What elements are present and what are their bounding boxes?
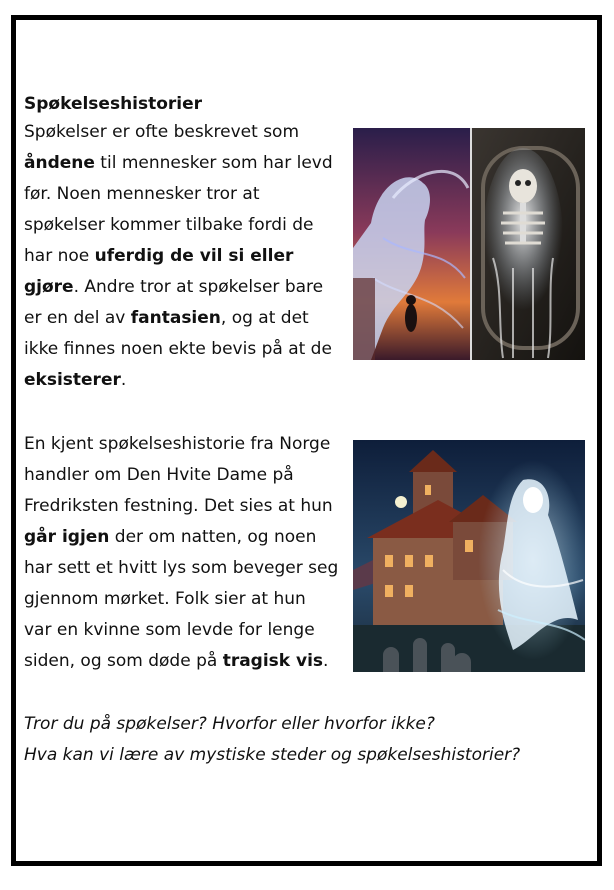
document-title: Spøkelseshistorier: [24, 94, 203, 114]
bold-term: tragisk vis: [222, 651, 324, 671]
bold-term: gjøre: [24, 277, 74, 297]
text: til mennesker som har levd: [94, 153, 333, 173]
castle-white-lady-illustration: [353, 440, 585, 672]
p1-line: [24, 272, 342, 303]
castle-ghost-icon: [353, 440, 585, 672]
paragraph-2: [24, 429, 349, 677]
text: har noe: [24, 246, 95, 266]
text: , og at det: [220, 308, 309, 328]
p1-line: [24, 365, 342, 396]
bold-term: åndene: [24, 153, 95, 173]
text: .: [120, 370, 127, 390]
ghost-skeleton-illustration: [353, 128, 585, 360]
bold-term: eksisterer: [24, 370, 121, 390]
bold-term: fantasien: [130, 308, 221, 328]
p1-line: spøkelser kommer tilbake fordi de: [24, 215, 314, 235]
p2-line: [24, 522, 349, 553]
paragraph-1: [24, 117, 342, 396]
p2-line: handler om Den Hvite Dame på: [24, 465, 294, 485]
bold-term: går igjen: [24, 527, 110, 547]
p2-line: [24, 646, 349, 677]
p1-line: [24, 241, 342, 272]
question-1: Tror du på spøkelser? Hvorfor eller hvorfor ikke?: [24, 714, 435, 734]
p1-line: [24, 148, 342, 179]
text: siden, og som døde på: [24, 651, 223, 671]
p1-line: [24, 303, 342, 334]
bold-term: uferdig de vil si eller: [94, 246, 294, 266]
p2-line: En kjent spøkelseshistorie fra Norge: [24, 434, 331, 454]
p1-line: Spøkelser er ofte beskrevet som: [24, 122, 300, 142]
p2-line: Fredriksten festning. Det sies at hun: [24, 496, 333, 516]
p1-line: ikke finnes noen ekte bevis på at de: [24, 339, 332, 359]
p2-line: har sett et hvitt lys som beveger seg: [24, 558, 339, 578]
p2-line: var en kvinne som levde for lenge: [24, 620, 315, 640]
ghost-and-skeleton-icon: [353, 128, 585, 360]
text: . Andre tror at spøkelser bare: [73, 277, 324, 297]
reflection-questions: [24, 709, 584, 771]
text: er en del av: [24, 308, 131, 328]
text: .: [323, 651, 329, 671]
p1-line: før. Noen mennesker tror at: [24, 184, 260, 204]
question-2: Hva kan vi lære av mystiske steder og spøkelseshistorier?: [24, 745, 521, 765]
text: der om natten, og noen: [109, 527, 317, 547]
p2-line: gjennom mørket. Folk sier at hun: [24, 589, 306, 609]
